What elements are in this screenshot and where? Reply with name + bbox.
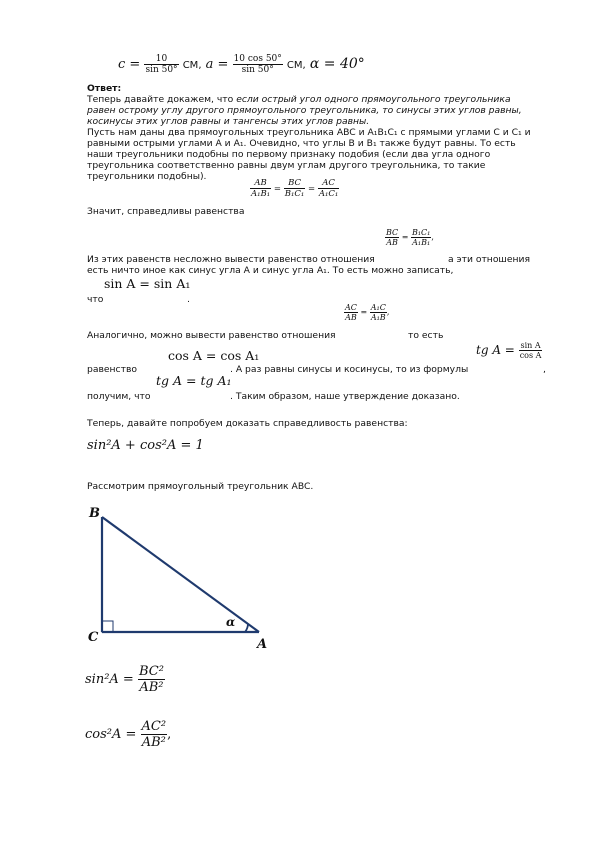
answer-label: Ответ: xyxy=(87,83,122,94)
cos-equality: cos A = cos A₁ xyxy=(168,348,260,363)
sin-squared-formula xyxy=(85,664,165,695)
paragraph-8-b: . Таким образом, наше утверждение доказано. xyxy=(230,391,460,402)
sin-squared-fraction xyxy=(138,664,165,695)
ratio-ac-ab-right-den: A₁B xyxy=(370,313,386,322)
paragraph-2-line-2: равными острыми углами A и A₁. Очевидно, что углы B и B₁ также будут равны. То есть xyxy=(87,138,516,149)
paragraph-1-line-3: косинусы этих углов равны и тангенсы этих углов равны. xyxy=(87,116,370,127)
unit-2: СМ, xyxy=(286,60,306,71)
sin-squared-num: BC² xyxy=(138,664,164,679)
paragraph-7-comma: , xyxy=(543,364,546,375)
cos-squared-comma: , xyxy=(167,727,172,742)
side-ab xyxy=(102,517,259,632)
c-fraction-numerator: 10 xyxy=(144,54,178,65)
ratio-bc-ab-left-den: AB xyxy=(386,238,398,247)
ratio-ac-num: AC xyxy=(318,178,339,189)
tangent-definition-den: cos A xyxy=(519,351,542,360)
ratio-ac-ab-equals: = xyxy=(360,307,368,317)
paragraph-9: Теперь, давайте попробуем доказать справедливость равенства: xyxy=(87,418,408,429)
ratio-ac-ab-left-den: AB xyxy=(345,313,357,322)
paragraph-3: Значит, справедливы равенства xyxy=(87,206,245,217)
ratio-ac-ab-comma: , xyxy=(386,307,390,317)
ratio-bc-den: B₁C₁ xyxy=(284,189,305,199)
pythagorean-identity: sin²A + cos²A = 1 xyxy=(87,438,204,453)
paragraph-4-line-1: Из этих равенств несложно вывести равенство отношения xyxy=(87,254,375,265)
ratio-ac-ab-left-num: AC xyxy=(345,303,357,312)
paragraph-2-line-1: Пусть нам даны два прямоугольных треугольника ABC и A₁B₁C₁ с прямыми углами C и C₁ и xyxy=(87,127,531,138)
c-fraction-denominator: sin 50° xyxy=(145,65,178,75)
tangent-equality: tg A = tg A₁ xyxy=(156,373,232,388)
alpha-value: α = 40° xyxy=(309,56,365,72)
paragraph-10: Рассмотрим прямоугольный треугольник ABC. xyxy=(87,481,314,492)
cos-squared-fraction xyxy=(141,719,168,750)
ratio-bc-ab-right-den: A₁B₁ xyxy=(412,238,431,247)
unit-1: СМ, xyxy=(182,60,202,71)
vertex-c-label: C xyxy=(88,630,99,645)
right-angle-marker xyxy=(102,621,113,632)
sin-squared-den: AB² xyxy=(139,680,164,695)
sin-squared-lhs: sin²A = xyxy=(85,672,134,687)
ratio-bc-ab-equals: = xyxy=(401,232,409,242)
alpha-label: α xyxy=(226,615,236,629)
paragraph-1-line-2: равен острому углу другого прямоугольного треугольника, то синусы этих углов равны, xyxy=(87,105,522,116)
a-fraction-denominator: sin 50° xyxy=(241,65,274,75)
a-label: a = xyxy=(205,57,229,72)
paragraph-2-line-4: треугольника соответственно равны двум углам другого треугольника, то такие xyxy=(87,160,486,171)
tangent-definition-lhs: tg A = xyxy=(476,343,515,357)
paragraph-6-a: Аналогично, можно вывести равенство отношения xyxy=(87,330,336,341)
paragraph-1-italic-1: если острый угол одного прямоугольного треугольника xyxy=(236,94,511,105)
ratio-ac-ab-right-num: A₁C xyxy=(370,303,386,312)
cos-squared-formula xyxy=(85,719,171,750)
paragraph-8-a: получим, что xyxy=(87,391,151,402)
equals-1: = xyxy=(273,184,282,194)
cos-squared-den: AB² xyxy=(141,735,166,750)
ratio-ab-den: A₁B₁ xyxy=(251,189,271,199)
paragraph-5-dot: . xyxy=(187,294,190,305)
paragraph-4-line-1-tail: а эти отношения xyxy=(448,254,531,265)
ratio-bc-ab-comma: , xyxy=(431,232,434,242)
ratio-bc-num: BC xyxy=(284,178,306,189)
c-label: c = xyxy=(118,57,141,72)
vertex-b-label: B xyxy=(89,506,100,521)
paragraph-5: что xyxy=(87,294,104,305)
cos-squared-lhs: cos²A = xyxy=(85,727,137,742)
cos-squared-num: AC² xyxy=(141,719,167,734)
tangent-definition-num: sin A xyxy=(520,341,541,350)
ratio-bc-ab-left-num: BC xyxy=(386,228,399,237)
paragraph-6-b: то есть xyxy=(408,330,444,341)
a-fraction-numerator: 10 cos 50° xyxy=(233,54,282,64)
ratio-ac-den: A₁C₁ xyxy=(318,189,339,199)
ratio-bc-ab-right-num: B₁C₁ xyxy=(411,228,431,237)
paragraph-7-a: равенство xyxy=(87,364,137,375)
ratio-ab-num: AB xyxy=(250,178,271,189)
triangle-sides xyxy=(102,517,259,632)
paragraph-1-lead: Теперь давайте докажем, что xyxy=(87,94,237,105)
paragraph-7-b: . А раз равны синусы и косинусы, то из формулы xyxy=(230,364,469,375)
vertex-a-label: A xyxy=(257,637,268,652)
alpha-arc xyxy=(245,624,248,632)
paragraph-2-line-3: наши треугольники подобны по первому признаку подобия (если два угла одного xyxy=(87,149,491,160)
paragraph-2-line-5: треугольники подобны). xyxy=(87,171,207,182)
sin-equality: sin A = sin A₁ xyxy=(104,276,191,291)
paragraph-4-line-2: есть ничто иное как синус угла A и синус угла A₁. То есть можно записать, xyxy=(87,265,454,276)
equals-2: = xyxy=(308,184,316,194)
